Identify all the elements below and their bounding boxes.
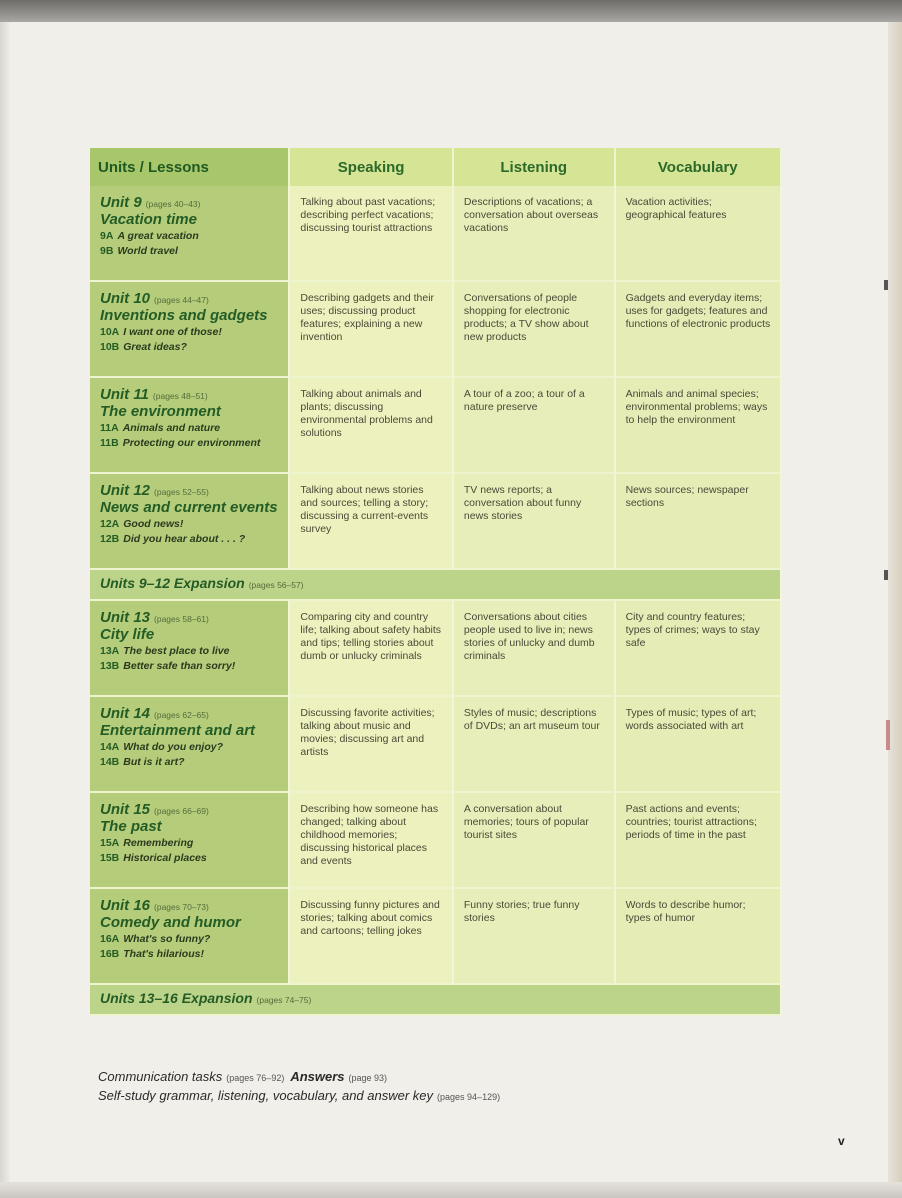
- vocabulary-cell: News sources; newspaper sections: [616, 474, 782, 570]
- lesson-title: Protecting our environment: [122, 437, 261, 449]
- lesson-title: But is it art?: [123, 756, 185, 768]
- unit-cell: [90, 378, 290, 474]
- expansion-title: Units 9–12 Expansion: [100, 575, 245, 591]
- lesson-code: 9B: [100, 245, 114, 257]
- lesson-item: [100, 229, 282, 244]
- lesson-code: 13B: [100, 660, 120, 672]
- header-vocabulary: Vocabulary: [616, 148, 782, 186]
- expansion-pages: (pages 74–75): [256, 995, 312, 1005]
- lesson-title: I want one of those!: [123, 326, 222, 338]
- unit-pages: (pages 62–65): [154, 710, 209, 720]
- table-row: [90, 793, 782, 889]
- expansion-cell: [90, 985, 782, 1016]
- lesson-title: The best place to live: [123, 645, 230, 657]
- table-header-row: [90, 148, 782, 186]
- lesson-item: [100, 244, 282, 259]
- lesson-item: [100, 659, 282, 674]
- unit-title: Unit 11: [100, 386, 149, 403]
- communication-tasks-label: Communication tasks: [98, 1069, 223, 1084]
- header-speaking: Speaking: [290, 148, 454, 186]
- vocabulary-cell: City and country features; types of crimes; ways to stay safe: [616, 601, 782, 697]
- unit-pages: (pages 58–61): [154, 614, 209, 624]
- lesson-code: 16A: [100, 933, 120, 945]
- listening-cell: A tour of a zoo; a tour of a nature preserve: [454, 378, 616, 474]
- speaking-cell: Comparing city and country life; talking about safety habits and tips; telling stories about dumb or unlucky criminals: [290, 601, 454, 697]
- expansion-title: Units 13–16 Expansion: [100, 990, 253, 1006]
- unit-title: Unit 12: [100, 482, 151, 499]
- unit-title: Unit 13: [100, 609, 151, 626]
- speaking-cell: Talking about animals and plants; discussing environmental problems and solutions: [290, 378, 454, 474]
- lesson-title: Animals and nature: [122, 422, 221, 434]
- lesson-code: 11B: [100, 437, 119, 449]
- unit-heading: [100, 484, 282, 499]
- speaking-cell: Discussing favorite activities; talking about music and movies; discussing art and artists: [290, 697, 454, 793]
- unit-name: Comedy and humor: [100, 914, 241, 931]
- expansion-row: [90, 985, 782, 1016]
- table-row: [90, 889, 782, 985]
- lesson-code: 13A: [100, 645, 120, 657]
- self-study-label: Self-study grammar, listening, vocabulary, and answer key: [98, 1088, 434, 1103]
- lesson-item: [100, 932, 282, 947]
- lesson-title: Great ideas?: [123, 341, 187, 353]
- unit-title: Unit 14: [100, 705, 151, 722]
- contents-table: [90, 148, 782, 1016]
- vocabulary-cell: Animals and animal species; environmental problems; ways to help the environment: [616, 378, 782, 474]
- lesson-code: 14B: [100, 756, 120, 768]
- speaking-cell: Describing gadgets and their uses; discussing product features; explaining a new invention: [290, 282, 454, 378]
- scan-speck: [884, 280, 888, 290]
- lesson-title: That's hilarious!: [123, 948, 204, 960]
- lesson-item: [100, 325, 282, 340]
- lesson-code: 14A: [100, 741, 120, 753]
- lesson-code: 10A: [100, 326, 120, 338]
- listening-cell: Conversations about cities people used to live in; news stories of unlucky and dumb criminals: [454, 601, 616, 697]
- lesson-code: 12A: [100, 518, 120, 530]
- table-row: [90, 697, 782, 793]
- lesson-code: 11A: [100, 422, 119, 434]
- speaking-cell: Talking about news stories and sources; telling a story; discussing a current-events survey: [290, 474, 454, 570]
- unit-heading: [100, 707, 282, 722]
- listening-cell: TV news reports; a conversation about funny news stories: [454, 474, 616, 570]
- unit-cell: [90, 601, 290, 697]
- lesson-title: Historical places: [123, 852, 207, 864]
- unit-cell: [90, 889, 290, 985]
- page-number: v: [838, 1134, 845, 1148]
- vocabulary-cell: Gadgets and everyday items; uses for gadgets; features and functions of electronic products: [616, 282, 782, 378]
- footer-line-1: [98, 1068, 818, 1087]
- unit-pages: (pages 66–69): [154, 806, 209, 816]
- footer-references: [98, 1068, 818, 1106]
- unit-title: Unit 15: [100, 801, 151, 818]
- footer-line-2: [98, 1087, 818, 1106]
- header-listening: Listening: [454, 148, 616, 186]
- lesson-title: Better safe than sorry!: [123, 660, 236, 672]
- scan-speck: [884, 570, 888, 580]
- unit-heading: [100, 292, 282, 307]
- lesson-item: [100, 947, 282, 962]
- vocabulary-cell: Past actions and events; countries; tourist attractions; periods of time in the past: [616, 793, 782, 889]
- table-row: [90, 601, 782, 697]
- expansion-pages: (pages 56–57): [248, 580, 304, 590]
- unit-pages: (pages 48–51): [152, 391, 208, 401]
- lesson-item: [100, 755, 282, 770]
- lesson-item: [100, 644, 282, 659]
- lesson-code: 16B: [100, 948, 120, 960]
- speaking-cell: Discussing funny pictures and stories; talking about comics and cartoons; telling jokes: [290, 889, 454, 985]
- unit-heading: [100, 611, 282, 626]
- unit-cell: [90, 186, 290, 282]
- unit-title: Unit 9: [100, 194, 142, 211]
- unit-cell: [90, 697, 290, 793]
- unit-cell: [90, 474, 290, 570]
- lesson-item: [100, 532, 282, 547]
- unit-heading: [100, 899, 282, 914]
- unit-heading: [100, 803, 282, 818]
- lesson-title: Good news!: [123, 518, 184, 530]
- unit-pages: (pages 40–43): [145, 199, 201, 209]
- expansion-row: [90, 570, 782, 601]
- vocabulary-cell: Words to describe humor; types of humor: [616, 889, 782, 985]
- unit-pages: (pages 70–73): [154, 902, 209, 912]
- lesson-item: [100, 436, 282, 451]
- table-row: [90, 186, 782, 282]
- listening-cell: Funny stories; true funny stories: [454, 889, 616, 985]
- unit-cell: [90, 793, 290, 889]
- unit-title: Unit 16: [100, 897, 151, 914]
- lesson-code: 12B: [100, 533, 120, 545]
- unit-pages: (pages 44–47): [154, 295, 209, 305]
- unit-name: News and current events: [100, 499, 278, 516]
- page-left-edge: [0, 22, 10, 1182]
- page-top-shadow: [0, 0, 902, 22]
- unit-name: Entertainment and art: [100, 722, 256, 739]
- listening-cell: A conversation about memories; tours of popular tourist sites: [454, 793, 616, 889]
- lesson-title: World travel: [117, 245, 178, 257]
- self-study-pages: (pages 94–129): [437, 1092, 501, 1102]
- lesson-item: [100, 740, 282, 755]
- lesson-code: 15B: [100, 852, 120, 864]
- lesson-code: 15A: [100, 837, 120, 849]
- unit-name: Inventions and gadgets: [100, 307, 268, 324]
- page-right-edge: [888, 22, 902, 1182]
- unit-cell: [90, 282, 290, 378]
- unit-title: Unit 10: [100, 290, 151, 307]
- header-units-lessons: Units / Lessons: [90, 148, 290, 186]
- vocabulary-cell: Vacation activities; geographical features: [616, 186, 782, 282]
- answers-label: Answers: [290, 1069, 345, 1084]
- listening-cell: Descriptions of vacations; a conversation about overseas vacations: [454, 186, 616, 282]
- expansion-cell: [90, 570, 782, 601]
- lesson-item: [100, 517, 282, 532]
- lesson-title: What do you enjoy?: [123, 741, 224, 753]
- table-row: [90, 378, 782, 474]
- lesson-title: A great vacation: [117, 230, 199, 242]
- vocabulary-cell: Types of music; types of art; words associated with art: [616, 697, 782, 793]
- lesson-item: [100, 421, 282, 436]
- page-bottom-shadow: [0, 1182, 902, 1198]
- table-row: [90, 282, 782, 378]
- lesson-code: 9A: [100, 230, 114, 242]
- communication-tasks-pages: (pages 76–92): [226, 1073, 285, 1083]
- unit-heading: [100, 196, 282, 211]
- unit-name: City life: [100, 626, 155, 643]
- lesson-item: [100, 851, 282, 866]
- lesson-item: [100, 340, 282, 355]
- unit-name: Vacation time: [100, 211, 197, 228]
- answers-pages: (page 93): [348, 1073, 388, 1083]
- unit-name: The environment: [100, 403, 221, 420]
- listening-cell: Styles of music; descriptions of DVDs; an art museum tour: [454, 697, 616, 793]
- speaking-cell: Talking about past vacations; describing perfect vacations; discussing tourist attractions: [290, 186, 454, 282]
- lesson-title: Remembering: [123, 837, 194, 849]
- unit-heading: [100, 388, 282, 403]
- lesson-item: [100, 836, 282, 851]
- lesson-title: Did you hear about . . . ?: [123, 533, 246, 545]
- table-row: [90, 474, 782, 570]
- scan-speck: [886, 720, 890, 750]
- listening-cell: Conversations of people shopping for electronic products; a TV show about new products: [454, 282, 616, 378]
- lesson-code: 10B: [100, 341, 120, 353]
- speaking-cell: Describing how someone has changed; talking about childhood memories; discussing historical places and events: [290, 793, 454, 889]
- unit-name: The past: [100, 818, 162, 835]
- lesson-title: What's so funny?: [123, 933, 211, 945]
- unit-pages: (pages 52–55): [154, 487, 209, 497]
